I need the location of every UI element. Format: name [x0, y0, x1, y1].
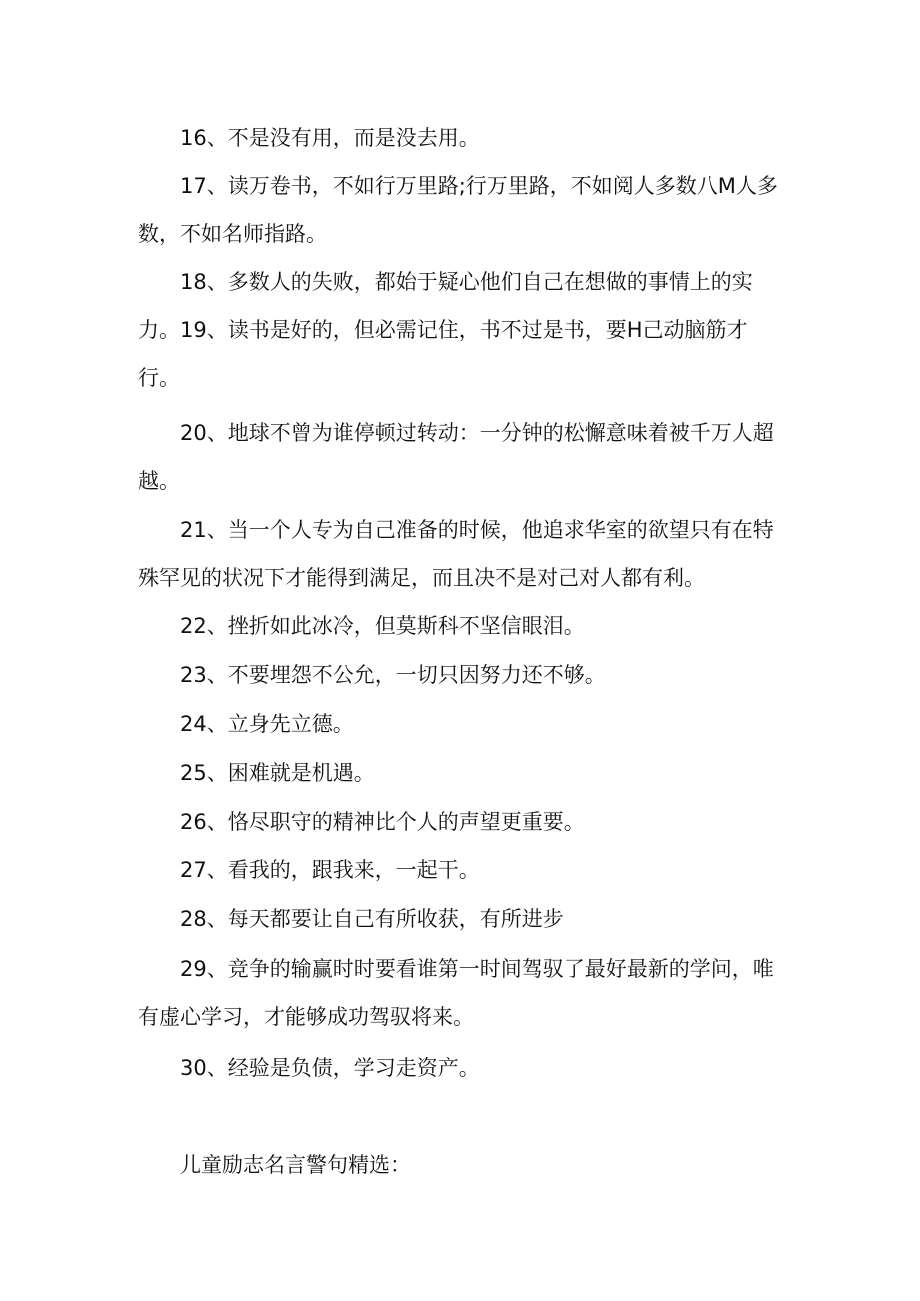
quote-24: 24、立身先立德。 [180, 712, 354, 736]
quote-27: 27、看我的，跟我来，一起干。 [180, 858, 480, 882]
quote-28: 28、每天都要让自己有所收获，有所进步 [180, 907, 564, 931]
quote-19: 19、读书是好的，但必需记住，书不过是书，要H己动脑筋才行。 [138, 318, 748, 390]
quote-18: 18、多数人的失败，都始于疑心他们自己在想做的事情上的实力。 [138, 270, 753, 342]
quote-25: 25、困难就是机遇。 [180, 761, 375, 785]
quote-30: 30、经验是负债，学习走资产。 [180, 1056, 480, 1080]
quote-26: 26、恪尽职守的精神比个人的声望更重要。 [180, 810, 585, 834]
quote-20: 20、地球不曾为谁停顿过转动：一分钟的松懈意味着被千万人超越。 [138, 421, 774, 493]
quote-22: 22、挫折如此冰冷，但莫斯科不坚信眼泪。 [180, 614, 585, 638]
quote-17: 17、读万卷书，不如行万里路;行万里路，不如阅人多数八M人多数，不如名师指路。 [138, 174, 778, 246]
section-heading: 儿童励志名言警句精选： [180, 1153, 411, 1177]
quote-23: 23、不要埋怨不公允，一切只因努力还不够。 [180, 663, 606, 687]
quote-16: 16、不是没有用，而是没去用。 [180, 126, 480, 150]
quote-21: 21、当一个人专为自己准备的时候，他追求华室的欲望只有在特殊罕见的状况下才能得到满足，而且决不是对己对人都有利。 [138, 518, 774, 590]
quote-29: 29、竞争的输赢时时要看谁第一时间驾驭了最好最新的学问，唯有虚心学习，才能够成功驾驭将来。 [138, 957, 774, 1029]
